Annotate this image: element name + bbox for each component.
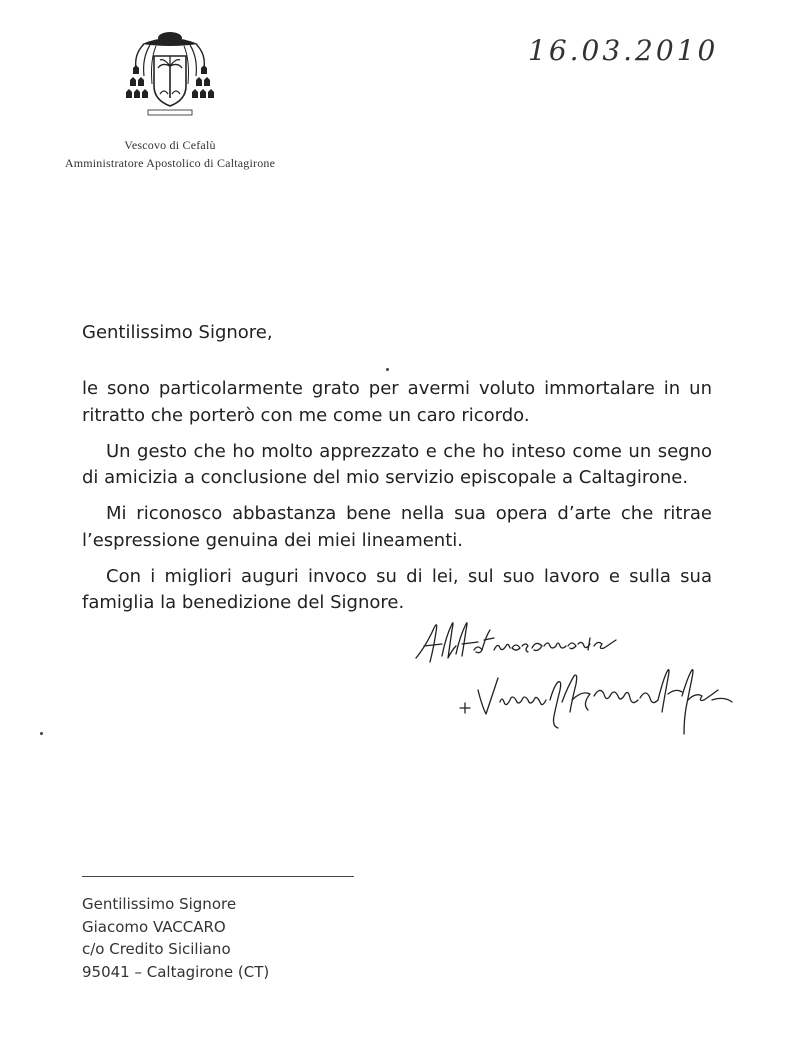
paragraph-1: le sono particolarmente grato per avermi voluto immortalare in un ritratto che porterò con me come un caro ricordo. bbox=[82, 378, 712, 426]
letterhead-title: Vescovo di Cefalù bbox=[124, 138, 216, 152]
letter-body bbox=[82, 376, 712, 626]
address-line-3: c/o Credito Siciliano bbox=[82, 940, 231, 958]
address-divider bbox=[82, 876, 354, 877]
paragraph-2: Un gesto che ho molto apprezzato e che ho inteso come un segno di amicizia a conclusione del mio servizio episcopale a Caltagirone. bbox=[82, 440, 712, 488]
handwritten-signature bbox=[412, 616, 772, 746]
ink-dot bbox=[40, 732, 43, 735]
address-line-1: Gentilissimo Signore bbox=[82, 895, 237, 913]
ink-dot bbox=[386, 368, 389, 371]
address-line-2: Giacomo VACCARO bbox=[82, 917, 226, 936]
coat-of-arms-icon bbox=[120, 28, 220, 120]
recipient-address bbox=[82, 893, 269, 983]
salutation: Gentilissimo Signore, bbox=[82, 322, 273, 343]
handwritten-date: 16.03.2010 bbox=[528, 34, 719, 67]
address-line-4: 95041 – Caltagirone (CT) bbox=[82, 962, 270, 981]
paragraph-4: Con i migliori auguri invoco su di lei, sul suo lavoro e sulla sua famiglia la benedizione del Signore. bbox=[82, 565, 712, 613]
letterhead-subtitle: Amministratore Apostolico di Caltagirone bbox=[64, 156, 276, 170]
paragraph-3: Mi riconosco abbastanza bene nella sua opera d’arte che ritrae l’espressione genuina dei miei lineamenti. bbox=[82, 503, 712, 551]
